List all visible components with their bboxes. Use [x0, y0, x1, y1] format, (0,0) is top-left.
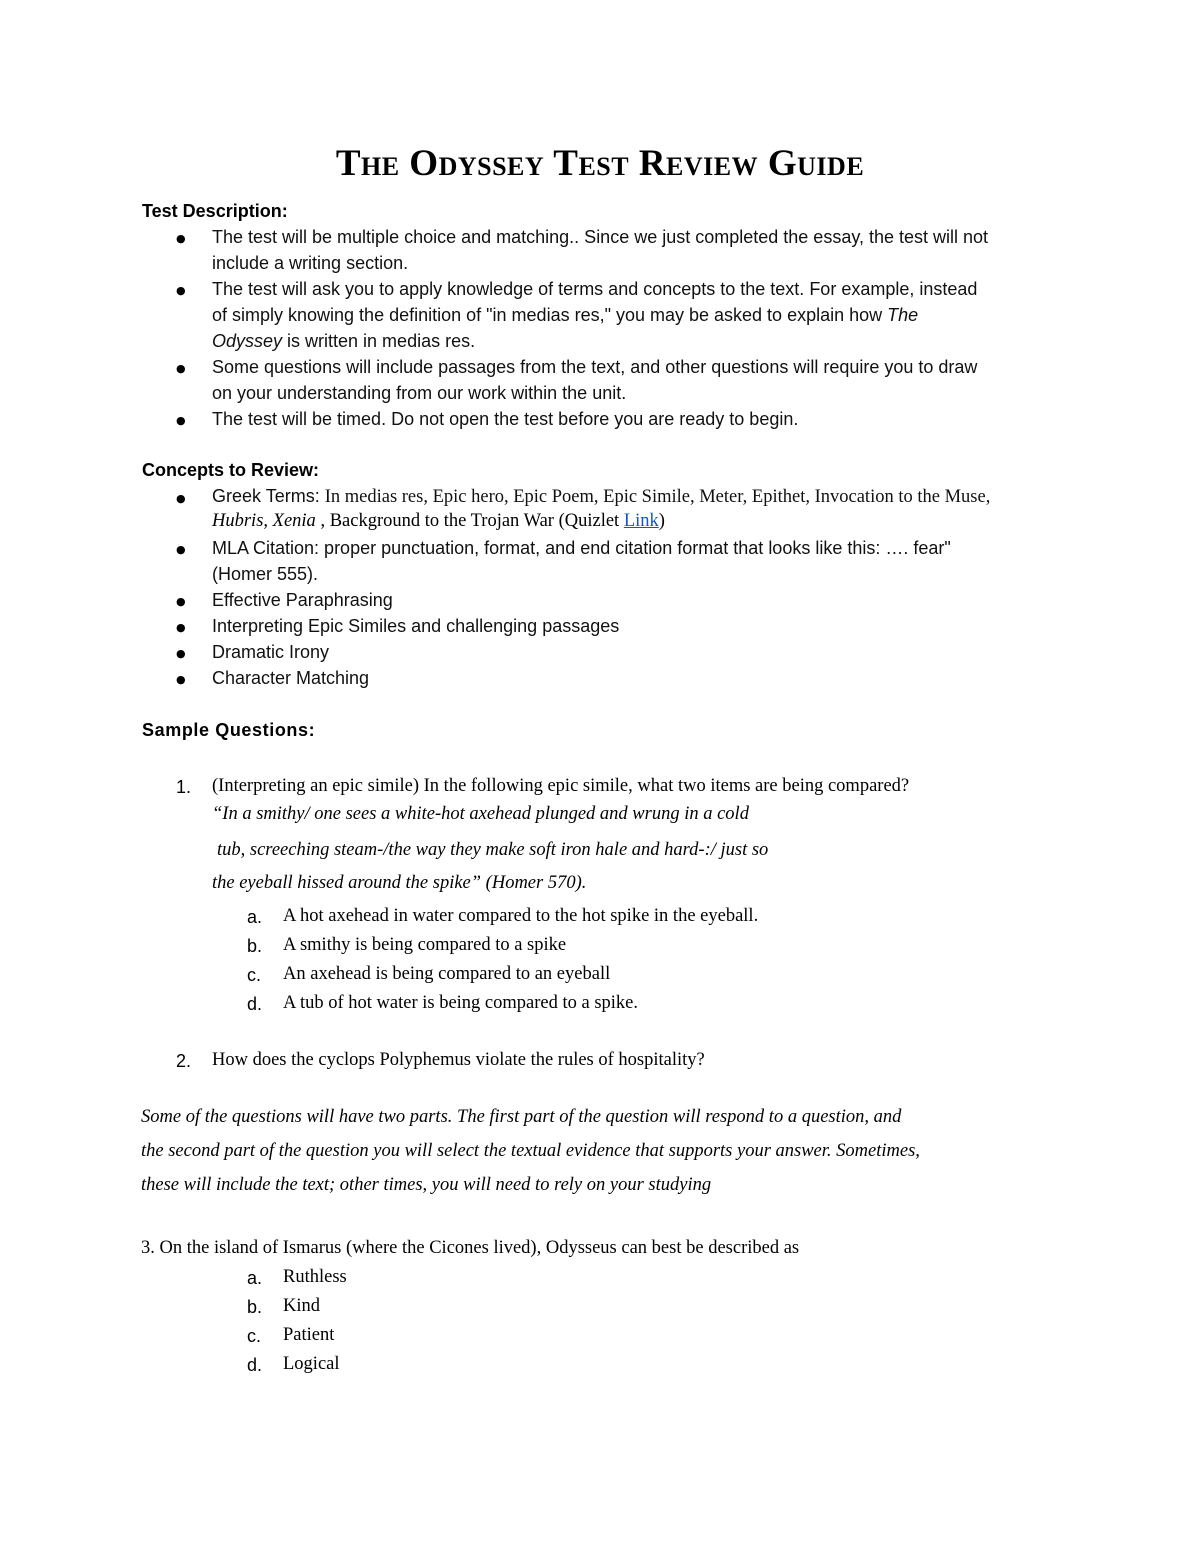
- test-desc-bullet-4: The test will be timed. Do not open the test before you are ready to begin.: [212, 409, 799, 429]
- option-letter: a.: [247, 907, 263, 927]
- option-letter: b.: [247, 936, 263, 956]
- bullet-icon: ●: [176, 232, 186, 245]
- option-letter: c.: [247, 965, 262, 985]
- option-text: Ruthless: [283, 1267, 347, 1287]
- option-letter: a.: [247, 1268, 263, 1288]
- page-title: The Odyssey Test Review Guide: [335, 143, 865, 184]
- question-1-quote-line-2: tub, screeching steam-/the way they make soft iron hale and hard-:/ just so: [217, 840, 769, 860]
- test-desc-bullet-2-line-3: Odyssey is written in medias res.: [212, 331, 476, 351]
- question-1-quote-line-1: “In a smithy/ one sees a white-hot axehead plunged and wrung in a cold: [212, 804, 749, 824]
- test-desc-bullet-2-line-1: The test will ask you to apply knowledge of terms and concepts to the text. For example, instead: [212, 279, 978, 299]
- option-letter: c.: [247, 1326, 262, 1346]
- question-number: 1.: [176, 777, 192, 797]
- two-part-note-line-2: the second part of the question you will select the textual evidence that supports your answer. Sometimes,: [141, 1141, 920, 1161]
- test-desc-bullet-3-line-1: Some questions will include passages from the text, and other questions will require you to draw: [212, 357, 978, 377]
- concept-item: Effective Paraphrasing: [212, 590, 393, 610]
- option-text: Logical: [283, 1354, 340, 1374]
- bullet-icon: ●: [176, 595, 186, 608]
- test-description-heading: Test Description:: [142, 201, 288, 221]
- bullet-icon: ●: [176, 621, 186, 634]
- bullet-icon: ●: [176, 284, 186, 297]
- option-text: A tub of hot water is being compared to a spike.: [283, 993, 639, 1013]
- bullet-icon: ●: [176, 362, 186, 375]
- bullet-icon: ●: [176, 492, 186, 505]
- bullet-icon: ●: [176, 543, 186, 556]
- test-desc-bullet-1-line-2: include a writing section.: [212, 253, 409, 273]
- option-text: Kind: [283, 1296, 320, 1316]
- concepts-heading: Concepts to Review:: [142, 460, 320, 480]
- option-letter: d.: [247, 994, 263, 1014]
- mla-citation-line-1: MLA Citation: proper punctuation, format, and end citation format that looks like this: …. fear": [212, 538, 951, 558]
- test-desc-bullet-1-line-1: The test will be multiple choice and matching.. Since we just completed the essay, the test will not: [212, 227, 989, 247]
- concept-item: Interpreting Epic Similes and challenging passages: [212, 616, 620, 636]
- option-text: A smithy is being compared to a spike: [283, 935, 567, 955]
- test-desc-bullet-2-line-2: of simply knowing the definition of "in medias res," you may be asked to explain how The: [212, 305, 919, 325]
- question-number: 2.: [176, 1051, 192, 1071]
- question-1-quote-line-3: the eyeball hissed around the spike” (Homer 570).: [212, 873, 587, 893]
- bullet-icon: ●: [176, 673, 186, 686]
- greek-terms-line-2: Hubris, Xenia , Background to the Trojan War (Quizlet Link): [212, 511, 665, 531]
- mla-citation-line-2: (Homer 555).: [212, 564, 319, 584]
- greek-terms-line-1: Greek Terms: In medias res, Epic hero, Epic Poem, Epic Simile, Meter, Epithet, Invocation to the Muse,: [212, 486, 991, 507]
- bullet-icon: ●: [176, 414, 186, 427]
- two-part-note-line-3: these will include the text; other times, you will need to rely on your studying: [141, 1175, 712, 1195]
- option-text: Patient: [283, 1325, 335, 1345]
- concept-item: Dramatic Irony: [212, 642, 330, 662]
- quizlet-link[interactable]: Link: [623, 511, 659, 531]
- concept-item: Character Matching: [212, 668, 370, 688]
- sample-questions-heading: Sample Questions:: [142, 720, 316, 740]
- question-2-prompt: How does the cyclops Polyphemus violate the rules of hospitality?: [212, 1050, 705, 1070]
- option-letter: b.: [247, 1297, 263, 1317]
- question-1-prompt: (Interpreting an epic simile) In the following epic simile, what two items are being compared?: [212, 776, 910, 796]
- test-desc-bullet-3-line-2: on your understanding from our work within the unit.: [212, 383, 627, 403]
- question-3-prompt: 3. On the island of Ismarus (where the Cicones lived), Odysseus can best be described as: [141, 1238, 800, 1258]
- bullet-icon: ●: [176, 647, 186, 660]
- option-text: A hot axehead in water compared to the hot spike in the eyeball.: [283, 906, 759, 926]
- two-part-note-line-1: Some of the questions will have two parts. The first part of the question will respond to a question, and: [141, 1107, 902, 1127]
- option-text: An axehead is being compared to an eyeball: [283, 964, 611, 984]
- option-letter: d.: [247, 1355, 263, 1375]
